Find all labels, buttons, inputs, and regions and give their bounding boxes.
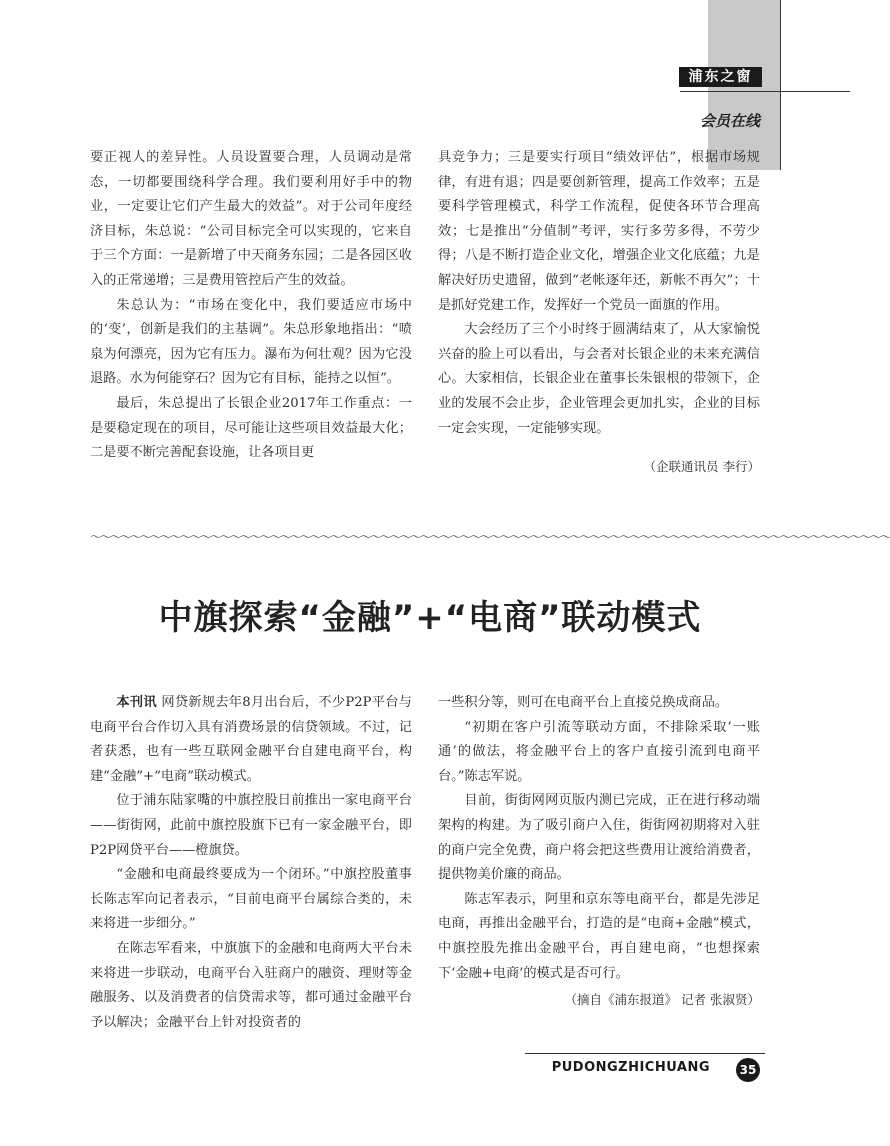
section-title: 会员在线 bbox=[699, 112, 760, 130]
article2-headline: 中旗探索“金融”+“电商”联动模式 bbox=[158, 598, 702, 638]
paragraph: 在陈志军看来，中旗旗下的金融和电商两大平台未来将进一步联动，电商平台入驻商户的融资、理财等金融服务、以及消费者的信贷需求等，都可通过金融平台予以解决；金融平台上针对投资者的 bbox=[90, 940, 412, 1030]
paragraph: “金融和电商最终要成为一个闭环。”中旗控股董事长陈志军向记者表示，“目前电商平台属综合类的，未来将进一步细分。” bbox=[90, 867, 412, 932]
paragraph: 朱总认为：“市场在变化中，我们要适应市场中的‘变’，创新是我们的主基调”。朱总形象地指出：“喷泉为何漂亮，因为它有压力。瀑布为何壮观？因为它没退路。水为何能穿石？因为它有目标，能持之以恒”。 bbox=[90, 297, 412, 387]
header-vertical-rule bbox=[780, 0, 781, 170]
article1-right-column bbox=[438, 146, 760, 480]
paragraph: 最后，朱总提出了长银企业2017年工作重点：一是要稳定现在的项目，尽可能让这些项目效益最大化；二是要不断完善配套设施，让各项目更 bbox=[90, 395, 412, 461]
wavy-divider: 〜〜〜〜〜〜〜〜〜〜〜〜〜〜〜〜〜〜〜〜〜〜〜〜〜〜〜〜〜〜〜〜〜〜〜〜〜〜〜〜〜〜〜〜〜〜〜〜〜〜〜〜〜〜〜〜〜〜〜〜〜〜〜〜〜〜〜〜〜〜〜〜〜〜〜〜〜〜〜〜 bbox=[90, 530, 890, 544]
article1-left-column bbox=[90, 146, 412, 466]
paragraph: 位于浦东陆家嘴的中旗控股日前推出一家电商平台——街街网，此前中旗控股旗下已有一家金融平台，即P2P网贷平台——橙旗贷。 bbox=[90, 793, 412, 858]
footer-rule bbox=[525, 1053, 765, 1054]
paragraph: 要正视人的差异性。人员设置要合理，人员调动是常态，一切都要围绕科学合理。我们要利用好手中的物业，一定要让它们产生最大的效益”。对于公司年度经济目标，朱总说：“公司目标完全可以实现的，它来自于三个方面：一是新增了中天商务东园；二是各园区收入的正常递增；三是费用管控后产生的效益。 bbox=[90, 150, 412, 288]
header-horizontal-rule bbox=[680, 91, 850, 92]
article2-right-column bbox=[438, 691, 760, 1013]
paragraph: 具竞争力；三是要实行项目“绩效评估”，根据市场规律，有进有退；四是要创新管理，提高工作效率；五是要科学管理模式，科学工作流程，促使各环节合理高效；七是推出“分值制”考评，实行多劳多得，不劳少得；八是不断打造企业文化，增强企业文化底蕴；九是解决好历史遗留，做到“老帐逐年还，新帐不再欠”；十是抓好党建工作，发挥好一个党员一面旗的作用。 bbox=[438, 150, 760, 313]
page-number: 35 bbox=[736, 1058, 760, 1082]
footer-magazine-name: PUDONGZHICHUANG bbox=[551, 1060, 710, 1075]
paragraph: “初期在客户引流等联动方面，不排除采取‘一账通’的做法，将金融平台上的客户直接引流到电商平台。”陈志军说。 bbox=[438, 719, 760, 784]
paragraph-text: 网贷新规去年8月出台后，不少P2P平台与电商平台合作切入具有消费场景的信贷领域。不过，记者获悉，也有一些互联网金融平台自建电商平台，构建“金融”+“电商”联动模式。 bbox=[90, 695, 412, 784]
article2-left-column bbox=[90, 691, 412, 1035]
paragraph: 一些积分等，则可在电商平台上直接兑换成商品。 bbox=[438, 695, 729, 710]
article2-signature: （摘自《浦东报道》 记者 张淑贤） bbox=[564, 992, 760, 1008]
article2-lead: 本刊讯 bbox=[116, 695, 157, 710]
paragraph bbox=[90, 691, 412, 789]
magazine-logo: 浦东之窗 bbox=[679, 67, 762, 87]
paragraph: 陈志军表示，阿里和京东等电商平台，都是先涉足电商，再推出金融平台，打造的是“电商+金融”模式，中旗控股先推出金融平台，再自建电商，“也想探索下‘金融+电商’的模式是否可行。 bbox=[438, 891, 760, 981]
article1-signature: （企联通讯员 李行） bbox=[643, 459, 760, 475]
paragraph: 大会经历了三个小时终于圆满结束了，从大家愉悦兴奋的脸上可以看出，与会者对长银企业的未来充满信心。大家相信，长银企业在董事长朱银根的带领下，企业的发展不会止步，企业管理会更加扎实，企业的目标一定会实现，一定能够实现。 bbox=[438, 322, 760, 436]
paragraph: 目前，街街网网页版内测已完成，正在进行移动端架构的构建。为了吸引商户入住，街街网初期将对入驻的商户完全免费，商户将会把这些费用让渡给消费者，提供物美价廉的商品。 bbox=[438, 793, 760, 883]
